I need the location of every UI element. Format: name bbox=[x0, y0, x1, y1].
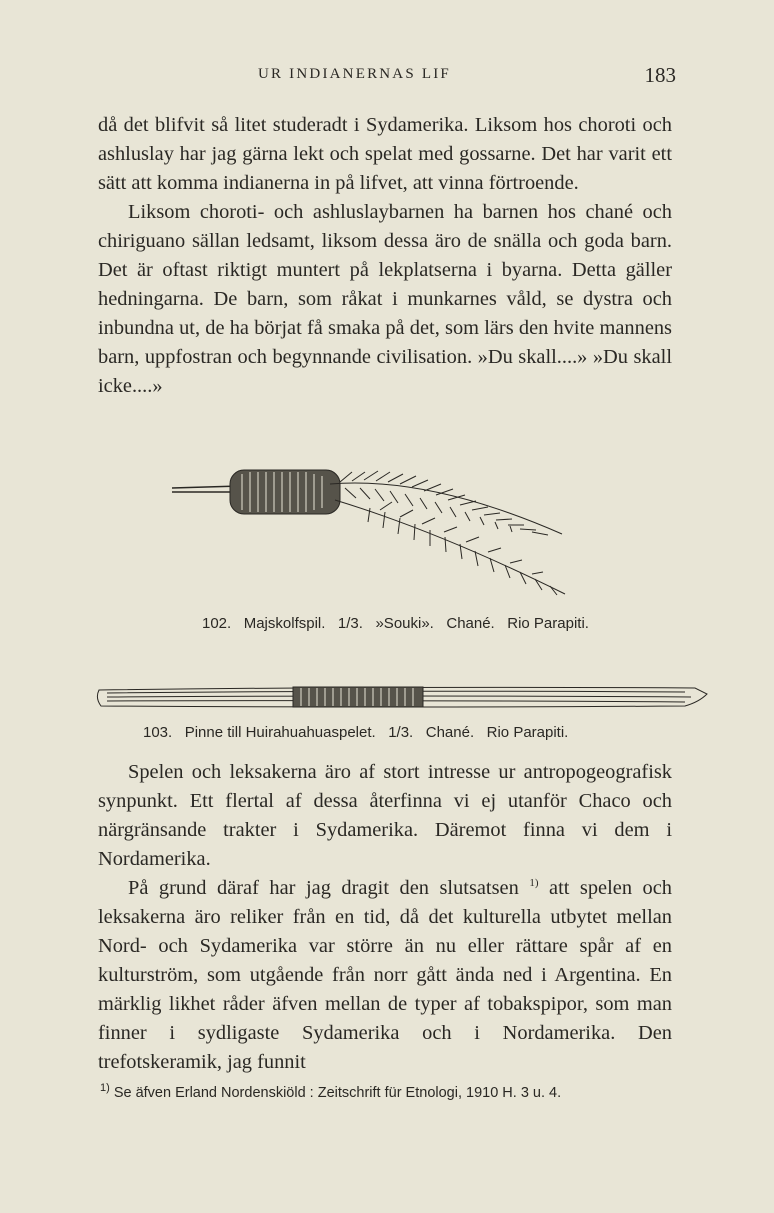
figure-103-people: Chané. bbox=[425, 724, 475, 741]
feather-lower bbox=[335, 500, 565, 595]
figure-102-scale: 1/3. bbox=[337, 615, 363, 632]
footnote-text: Se äfven Erland Nordenskiöld : Zeitschrift für Etnologi, 1910 H. 3 u. 4. bbox=[113, 1085, 562, 1101]
figure-103-scale: 1/3. bbox=[388, 724, 414, 741]
figure-102-people: Chané. bbox=[446, 615, 495, 632]
figure-103-number: 103. bbox=[143, 724, 173, 741]
paragraph-2: Liksom choroti- och ashluslaybarnen ha barnen hos chané och chiriguano sällan ledsamt, liksom dessa äro de snälla och goda barn. Det är oftast riktigt muntert på lekplatserna i byarna. Detta gäller hedningarna. De barn, som råkat i munkarnes våld, se dystra och inbundna ut, de ha börjat få smaka på det, som lärs den hvite mannens barn, uppfostran och begynnande civilisation. »Du skall....» »Du skall icke....» bbox=[98, 201, 672, 397]
paragraph-1: då det blifvit så litet studeradt i Sydamerika. Liksom hos choroti och ashluslay har jag gärna lekt och spelat med gossarne. Det har varit ett sätt att komma indianerna in på lifvet, att vinna förtroende. bbox=[98, 114, 672, 194]
figure-102-title: Majskolfspil. bbox=[243, 615, 326, 632]
figure-103-illustration bbox=[95, 682, 710, 712]
footnote-ref: 1) bbox=[529, 877, 539, 890]
paragraph-4-before: På grund däraf har jag dragit den slutsatsen bbox=[128, 877, 519, 899]
page-number: 183 bbox=[644, 63, 676, 87]
running-title: UR INDIANERNAS LIF bbox=[258, 66, 451, 82]
figure-102-number: 102. bbox=[202, 615, 232, 632]
figure-102-illustration bbox=[170, 462, 570, 602]
footnote-marker: 1) bbox=[100, 1082, 110, 1095]
paragraph-4 bbox=[98, 874, 672, 1077]
stick-binding bbox=[293, 687, 423, 707]
body-text-top bbox=[98, 111, 672, 401]
paragraph-3: Spelen och leksakerna äro af stort intresse ur antropogeografisk synpunkt. Ett flertal af dessa återfinna vi ej utanför Chaco och närgränsande trakter i Sydamerika. Däremot finna vi dem i Nordamerika. bbox=[98, 761, 672, 870]
maize-cob bbox=[230, 470, 340, 514]
figure-102-place: Rio Parapiti. bbox=[507, 615, 589, 632]
paragraph-4-after: att spelen och leksakerna äro reliker från en tid, då det kulturella utbytet mellan Nord- och Sydamerika var större än nu eller rättare spår af en kulturström, som utgående från norr gått ända ned i Argentina. En märklig likhet råder äfven mellan de typer af tobakspipor, som man finner i sydligaste Sydamerika och i Nordamerika. Den trefotskeramik, jag funnit bbox=[98, 877, 672, 1073]
figure-102-name: »Souki». bbox=[375, 615, 434, 632]
page-header bbox=[0, 63, 774, 90]
figure-103-place: Rio Parapiti. bbox=[486, 724, 569, 741]
footnote bbox=[100, 1082, 562, 1101]
figure-103-caption bbox=[143, 724, 568, 741]
figure-102-caption bbox=[202, 615, 589, 632]
body-text-bottom bbox=[98, 758, 672, 1077]
feather-upper bbox=[330, 471, 562, 535]
figure-103-title: Pinne till Huirahuahuaspelet. bbox=[184, 724, 376, 741]
